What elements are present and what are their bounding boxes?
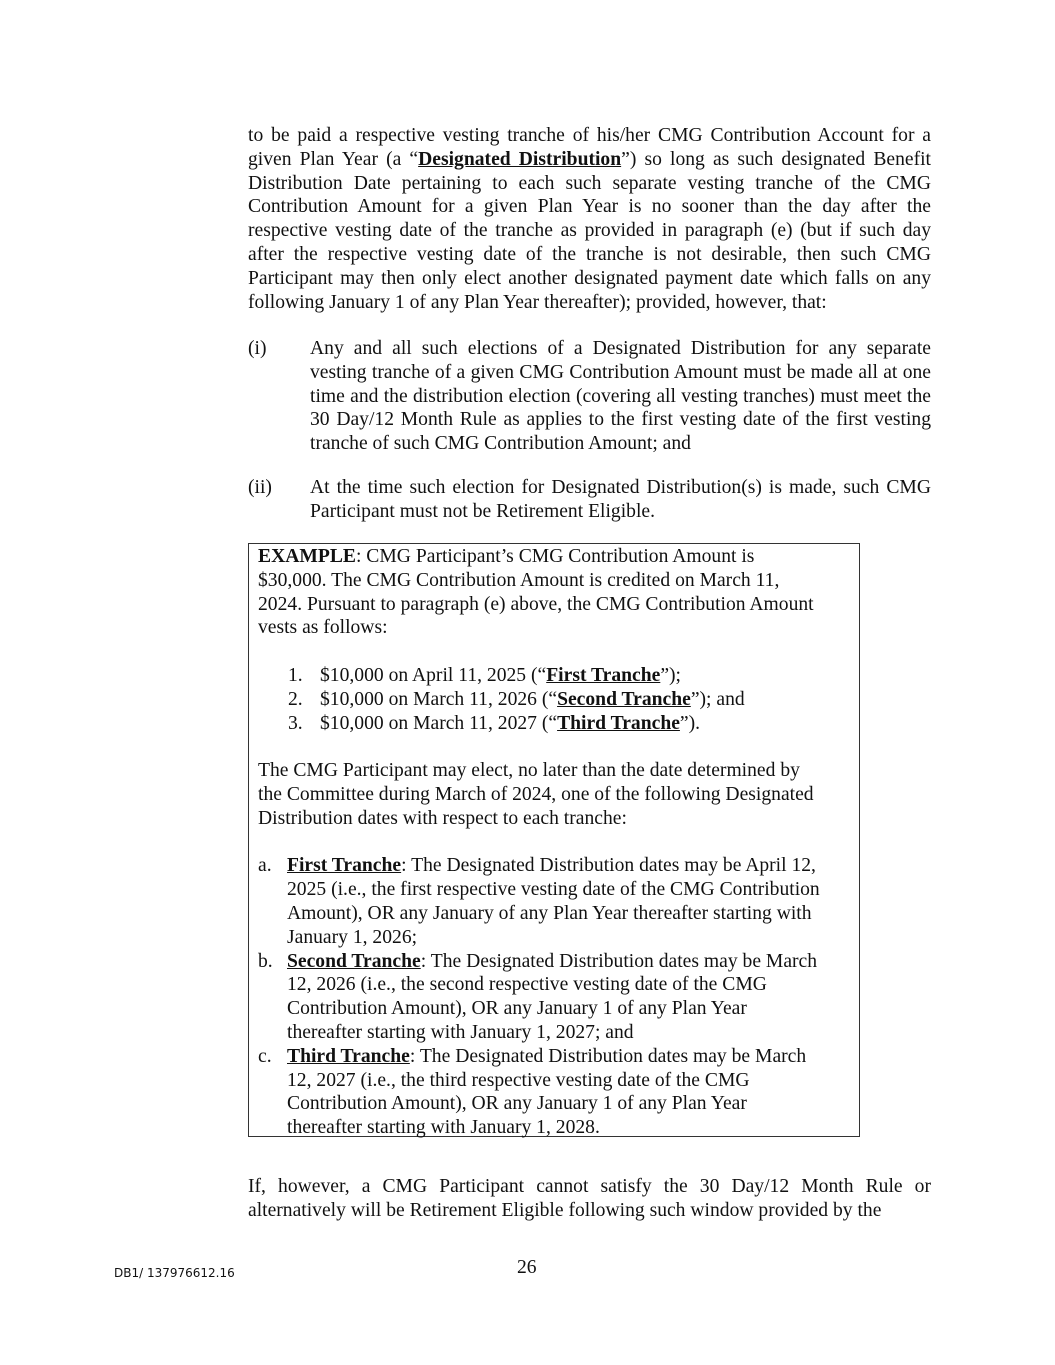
tranche-text: $10,000 on March 11, 2026 (“ [320, 688, 558, 710]
tranche-text: ”). [679, 712, 701, 734]
defined-term: Third Tranche [557, 712, 680, 734]
clause-ii [248, 476, 931, 524]
tranche-text: $10,000 on March 11, 2027 (“ [320, 712, 558, 734]
example-intro-line: 2024. Pursuant to paragraph (e) above, the CMG Contribution Amount [258, 593, 814, 615]
tranche-text: ”); and [690, 688, 745, 710]
option-line: Contribution Amount), OR any January 1 of any Plan Year [287, 998, 747, 1020]
election-line: The CMG Participant may elect, no later than the date determined by [258, 760, 800, 782]
list-item [258, 712, 850, 736]
defined-term: Second Tranche [557, 688, 691, 710]
tranche-text: $10,000 on April 11, 2025 (“ [320, 664, 547, 686]
defined-term: Third Tranche [287, 1045, 410, 1067]
option-line: : The Designated Distribution dates may be March [420, 950, 818, 972]
intro-part1: to be paid a respective vesting tranche of his/her CMG Contribution Account for a given Plan Year (a “ [248, 125, 931, 170]
defined-term: First Tranche [546, 664, 661, 686]
list-item [258, 854, 850, 949]
example-intro [258, 545, 850, 640]
list-item [258, 664, 850, 688]
defined-term: First Tranche [287, 855, 402, 877]
list-item [258, 688, 850, 712]
list-item [258, 1045, 850, 1140]
example-box [248, 543, 860, 1137]
option-line: 12, 2027 (i.e., the third respective vesting date of the CMG [287, 1069, 750, 1091]
list-letter: c. [258, 1045, 272, 1067]
list-number: 1. [288, 664, 303, 686]
document-id: DB1/ 137976612.16 [114, 1266, 235, 1280]
tranche-text: ”); [660, 664, 681, 686]
clause-number: (ii) [248, 477, 272, 498]
option-line: January 1, 2026; [287, 926, 418, 948]
page-number: 26 [517, 1257, 537, 1278]
list-number: 2. [288, 688, 303, 710]
option-line: 12, 2026 (i.e., the second respective vesting date of the CMG [287, 974, 767, 996]
clause-text: At the time such election for Designated Distribution(s) is made, such CMG Participant must not be Retirement Eligible. [310, 477, 931, 522]
list-letter: a. [258, 855, 272, 877]
option-line: Amount), OR any January of any Plan Year thereafter starting with [287, 902, 812, 924]
list-number: 3. [288, 712, 303, 734]
option-line: thereafter starting with January 1, 2028. [287, 1117, 600, 1139]
clause-text: Any and all such elections of a Designated Distribution for any separate vesting tranche of a given CMG Contribution Amount must be made all at one time and the distribution election (covering all vesting tranches) must meet the 30 Day/12 Month Rule as applies to the first vesting date of the first vesting tranche of such CMG Contribution Amount; and [310, 338, 931, 455]
tranche-list [258, 664, 850, 735]
option-line: thereafter starting with January 1, 2027; and [287, 1021, 634, 1043]
option-line: : The Designated Distribution dates may be March [409, 1045, 807, 1067]
defined-term: Second Tranche [287, 950, 421, 972]
closing-paragraph: If, however, a CMG Participant cannot satisfy the 30 Day/12 Month Rule or alternatively will be Retirement Eligible following such window provided by the [248, 1176, 931, 1221]
example-label: EXAMPLE [258, 546, 356, 567]
clause-i [248, 337, 931, 456]
intro-part2: ”) so long as such designated Benefit Distribution Date pertaining to each such separate vesting tranche of the CMG Contribution Amount for a given Plan Year is no sooner than the day after the respective vesting date of the tranche as provided in paragraph (e) (but if such day after the respective vesting date of the tranche is not desirable, then such CMG Participant may then only elect another designated payment date which falls on any following January 1 of any Plan Year thereafter); provided, however, that: [248, 148, 931, 313]
example-intro-line: $30,000. The CMG Contribution Amount is credited on March 11, [258, 569, 780, 591]
option-line: 2025 (i.e., the first respective vesting date of the CMG Contribution [287, 879, 820, 901]
election-paragraph [258, 759, 850, 830]
list-letter: b. [258, 950, 273, 972]
example-intro-line: : CMG Participant’s CMG Contribution Amount is [355, 546, 755, 567]
intro-paragraph [248, 124, 931, 314]
defined-term-designated-distribution: Designated Distribution [418, 148, 622, 170]
list-item [258, 950, 850, 1045]
election-line: the Committee during March of 2024, one of the following Designated [258, 783, 814, 805]
option-line: Contribution Amount), OR any January 1 of any Plan Year [287, 1093, 747, 1115]
clause-number: (i) [248, 338, 267, 359]
election-line: Distribution dates with respect to each tranche: [258, 807, 627, 829]
example-intro-line: vests as follows: [258, 617, 388, 639]
distribution-options-list [258, 854, 850, 1140]
option-line: : The Designated Distribution dates may be April 12, [401, 855, 816, 877]
